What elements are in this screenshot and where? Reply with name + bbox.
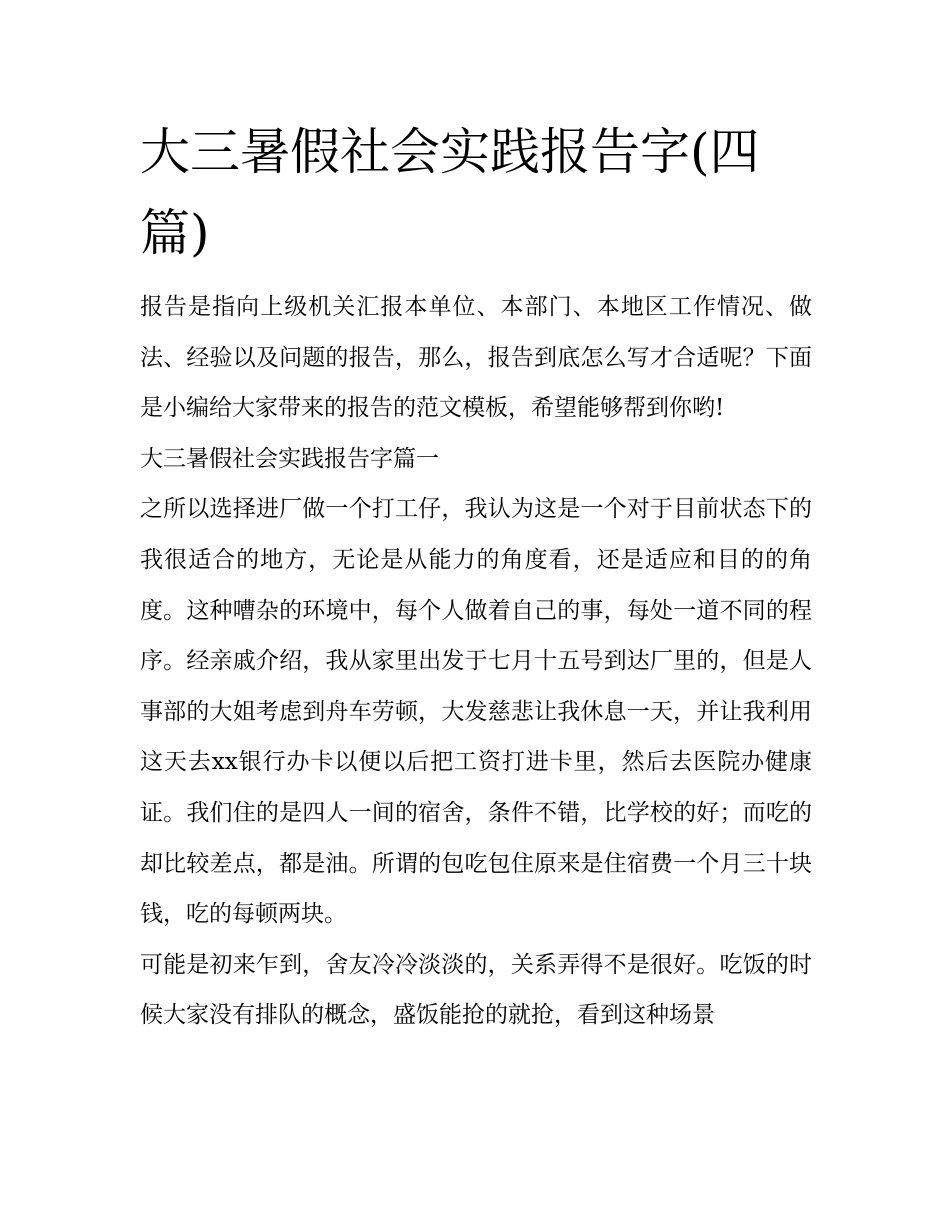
body-paragraph: 之所以选择进厂做一个打工仔，我认为这是一个对于目前状态下的我很适合的地方，无论是从能力的角度看，还是适应和目的的角度。这种嘈杂的环境中，每个人做着自己的事，每处一道不同的程序。经亲戚介绍，我从家里出发于七月十五号到达厂里的，但是人事部的大姐考虑到舟车劳顿，大发慈悲让我休息一天，并让我利用这天去xx银行办卡以便以后把工资打进卡里，然后去医院办健康证。我们住的是四人一间的宿舍，条件不错，比学校的好；而吃的却比较差点，都是油。所谓的包吃包住原来是住宿费一个月三十块钱，吃的每顿两块。	[140, 496, 812, 928]
document-page	[140, 112, 812, 1041]
body-paragraph: 可能是初来乍到，舍友冷冷淡淡的，关系弄得不是很好。吃饭的时候大家没有排队的概念，盛饭能抢的就抢，看到这种场景	[140, 951, 812, 1029]
document-title: 大三暑假社会实践报告字(四篇)	[140, 123, 760, 262]
intro-paragraph: 报告是指向上级机关汇报本单位、本部门、本地区工作情况、做法、经验以及问题的报告，那么，报告到底怎么写才合适呢？下面是小编给大家带来的报告的范文模板，希望能够帮到你哟!	[140, 294, 812, 422]
section-heading: 大三暑假社会实践报告字篇一	[140, 445, 439, 472]
